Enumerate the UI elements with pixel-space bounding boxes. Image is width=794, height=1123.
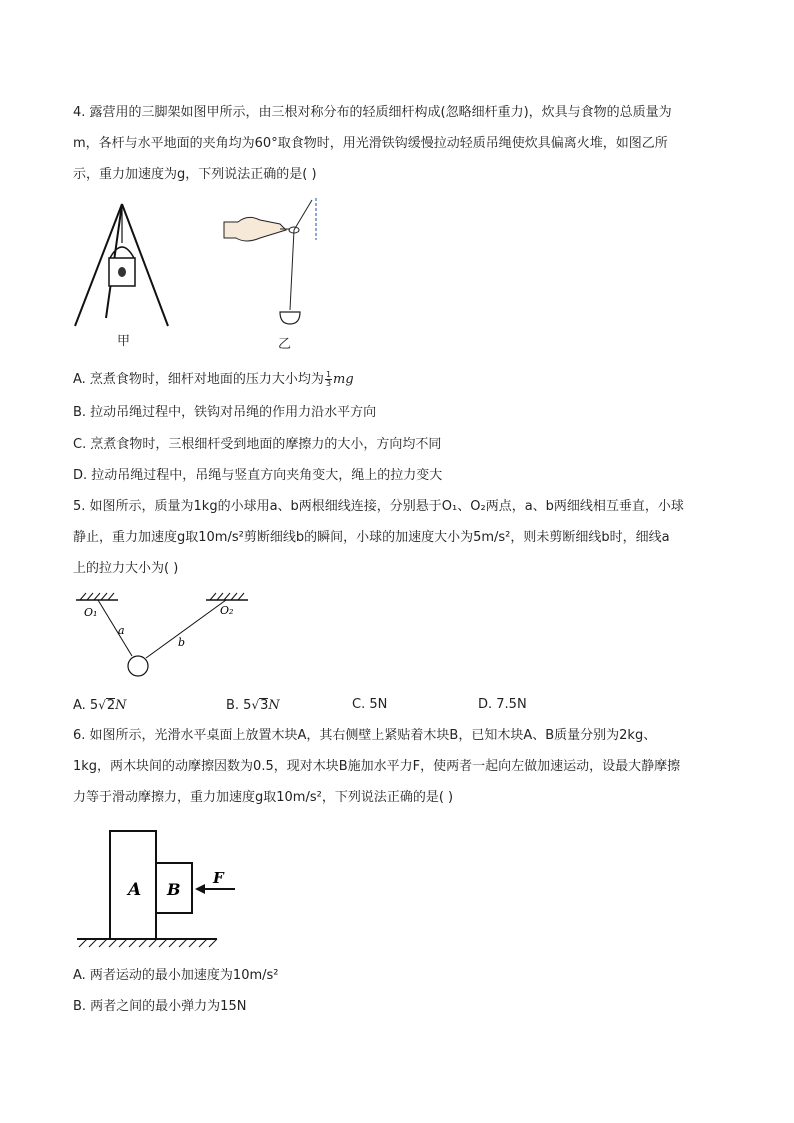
block-b-label: B <box>167 880 181 899</box>
q4-option-a-text: A. 烹煮食物时，细杆对地面的压力大小均为 <box>73 372 324 387</box>
unit: N <box>115 698 127 713</box>
hook-pull-figure <box>220 196 330 331</box>
q5-option-c[interactable]: C. 5N <box>352 697 388 712</box>
fig-jia-caption: 甲 <box>117 334 131 349</box>
q5-option-a[interactable]: A. 5√2N <box>73 698 127 713</box>
radicand: 2 <box>106 698 116 713</box>
q4-option-a-unit: mg <box>333 372 354 387</box>
q4-option-b[interactable]: B. 拉动吊绳过程中，铁钩对吊绳的作用力沿水平方向 <box>73 405 377 420</box>
block-a-label: A <box>128 880 142 900</box>
q5-stem-line-2: 静止，重力加速度g取10m/s²剪断细线b的瞬间，小球的加速度大小为5m/s²，则未剪断细线b时，细线a <box>73 530 670 545</box>
q5-stem-line-3: 上的拉力大小为( ) <box>73 561 179 576</box>
a-label: a <box>118 624 125 637</box>
q5-option-b[interactable]: B. 5√3N <box>226 698 280 713</box>
force-f-label: F <box>213 869 224 887</box>
q5-option-a-text: A. 5 <box>73 698 99 713</box>
q5-stem-line-1: 5. 如图所示，质量为1kg的小球用a、b两根细线连接，分别悬于O₁、O₂两点，a、b两细线相互垂直，小球 <box>73 499 684 514</box>
q6-stem-line-1: 6. 如图所示，光滑水平桌面上放置木块A，其右侧壁上紧贴着木块B，已知木块A、B质量分别为2kg、 <box>73 728 657 743</box>
q4-option-c[interactable]: C. 烹煮食物时，三根细杆受到地面的摩擦力的大小，方向均不同 <box>73 437 442 452</box>
q5-option-d[interactable]: D. 7.5N <box>478 697 527 712</box>
q5-option-b-text: B. 5 <box>226 698 252 713</box>
q4-option-d[interactable]: D. 拉动吊绳过程中，吊绳与竖直方向夹角变大，绳上的拉力变大 <box>73 468 443 483</box>
q6-stem-line-2: 1kg，两木块间的动摩擦因数为0.5，现对木块B施加水平力F，使两者一起向左做加速运动，设最大静摩擦 <box>73 759 681 774</box>
q6-stem-line-3: 力等于滑动摩擦力，重力加速度g取10m/s²，下列说法正确的是( ) <box>73 790 454 805</box>
q4-stem-line-3: 示，重力加速度为g，下列说法正确的是( ) <box>73 167 317 182</box>
q4-stem-line-2: m，各杆与水平地面的夹角均为60°取食物时，用光滑铁钩缓慢拉动轻质吊绳使炊具偏离火堆，如图乙所 <box>73 136 668 151</box>
o2-label: O₂ <box>220 604 234 617</box>
q4-stem-line-1: 4. 露营用的三脚架如图甲所示，由三根对称分布的轻质细杆构成(忽略细杆重力)，炊具与食物的总质量为 <box>73 105 672 120</box>
b-label: b <box>178 636 186 649</box>
q6-option-b[interactable]: B. 两者之间的最小弹力为15N <box>73 999 247 1014</box>
blocks-figure <box>75 825 224 950</box>
fig-yi-caption: 乙 <box>278 337 292 352</box>
fraction: $\frac{1}{3}$ <box>325 370 332 388</box>
q6-option-a[interactable]: A. 两者运动的最小加速度为10m/s² <box>73 968 279 983</box>
o1-label: O₁ <box>84 606 98 619</box>
pendulum-figure <box>70 590 255 685</box>
tripod-figure <box>70 198 180 333</box>
unit: N <box>268 698 280 713</box>
radicand: 3 <box>260 698 269 713</box>
q4-option-a[interactable] <box>73 370 354 390</box>
